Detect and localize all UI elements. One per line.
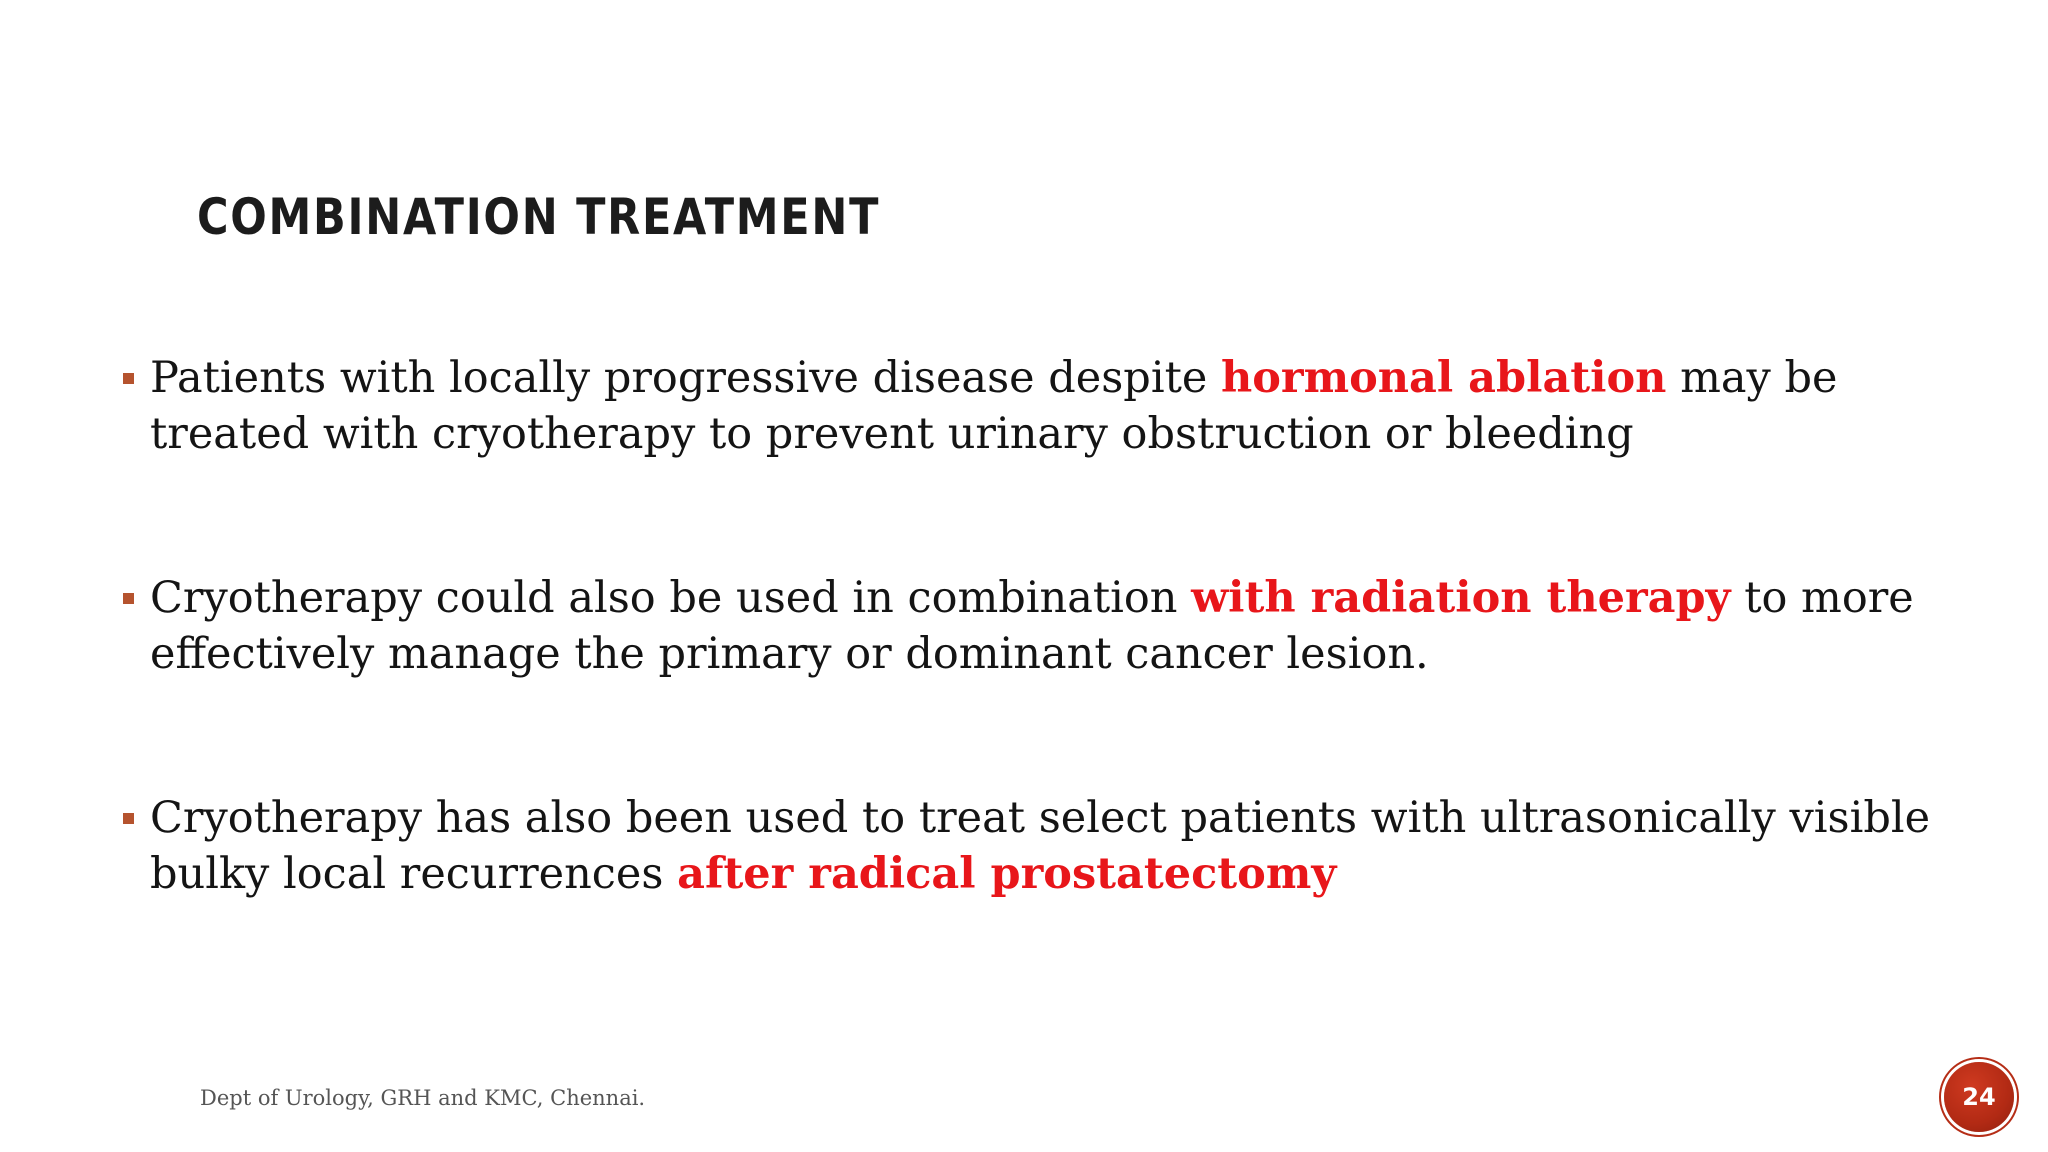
bullet-text-before: Cryotherapy could also be used in combination <box>150 573 1192 623</box>
bullet-text <box>150 350 1980 462</box>
bullet-text-after: may be treated with cryotherapy to prevent urinary obstruction or bleeding <box>150 353 1838 459</box>
bullet-square-icon <box>123 813 134 824</box>
page-number-badge <box>1944 1062 2014 1132</box>
bullet-text-after: to more effectively manage the primary or dominant cancer lesion. <box>150 573 1914 679</box>
bullet-square-icon <box>123 373 134 384</box>
bullet-highlight: hormonal ablation <box>1220 353 1667 403</box>
bullet-text-before: Patients with locally progressive disease despite <box>150 353 1221 403</box>
bullet-highlight: after radical prostatectomy <box>677 849 1337 899</box>
page-number: 24 <box>1962 1083 1996 1111</box>
bullet-square-icon <box>123 593 134 604</box>
bullet-text <box>150 570 1980 682</box>
bullet-text-before: Cryotherapy has also been used to treat select patients with ultrasonically visible bulky local recurrences <box>150 793 1931 899</box>
slide-title: COMBINATION TREATMENT <box>197 188 881 246</box>
slide-footer: Dept of Urology, GRH and KMC, Chennai. <box>200 1086 646 1110</box>
bullet-highlight: with radiation therapy <box>1191 573 1731 623</box>
bullet-text <box>150 790 1980 902</box>
